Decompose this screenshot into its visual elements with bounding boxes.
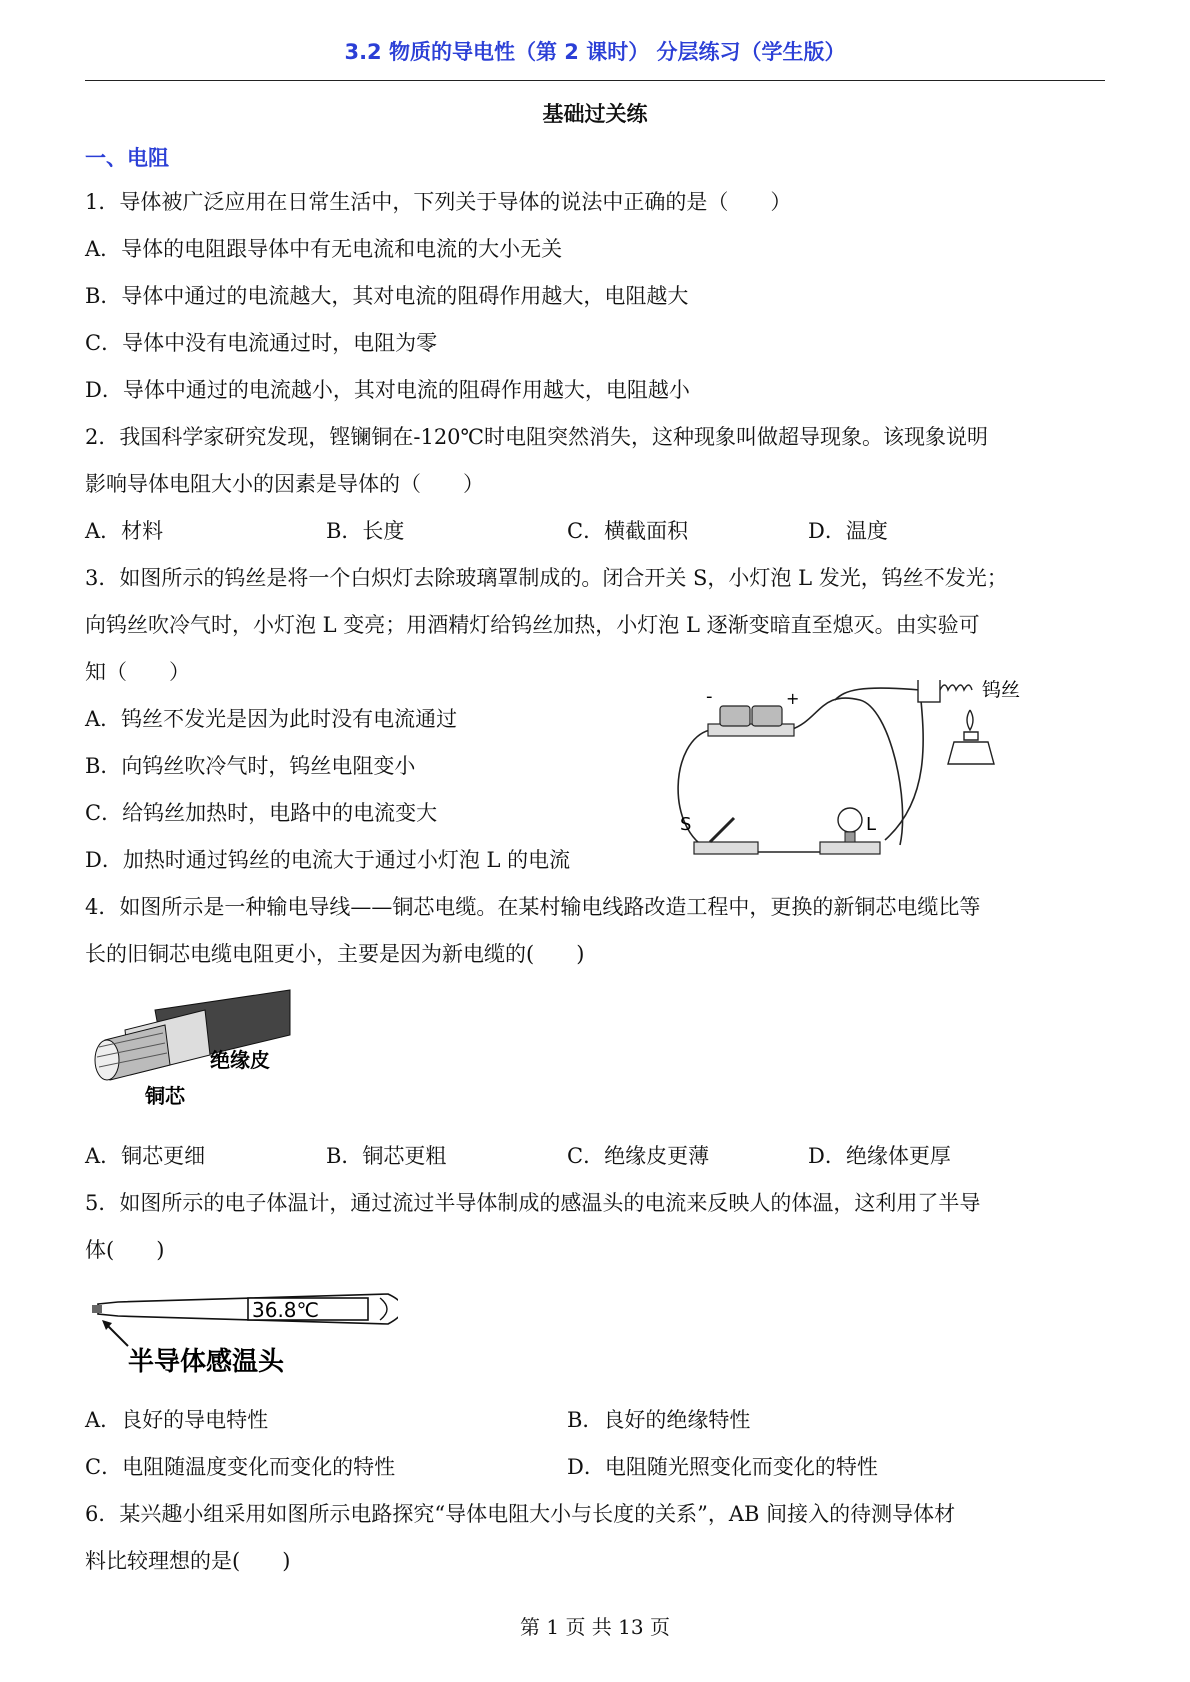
bulb-label: L xyxy=(866,814,877,835)
tungsten-coil-icon xyxy=(918,680,972,702)
probe-label: 半导体感温头 xyxy=(128,1347,285,1377)
q6-stem-line2: 料比较理想的是( ) xyxy=(85,1549,291,1573)
q4-option-b: B．铜芯更粗 xyxy=(326,1144,447,1168)
heading-resistance: 一、电阻 xyxy=(85,146,169,170)
q2-stem-line1: 2．我国科学家研究发现，铿镧铜在-120℃时电阻突然消失，这种现象叫做超导现象。该现象说明 xyxy=(85,425,989,449)
switch-icon xyxy=(694,818,758,854)
q3-option-d: D．加热时通过钨丝的电流大于通过小灯泡 L 的电流 xyxy=(85,848,571,872)
page-footer: 第 1 页 共 13 页 xyxy=(520,1615,670,1639)
q2-stem-line2: 影响导体电阻大小的因素是导体的（ ） xyxy=(85,472,484,496)
battery-plus-label: + xyxy=(786,689,800,708)
battery-minus-label: - xyxy=(706,686,713,707)
q5-stem-line2: 体( ) xyxy=(85,1238,165,1262)
q1-stem: 1．导体被广泛应用在日常生活中，下列关于导体的说法中正确的是（ ） xyxy=(85,190,792,214)
header-rule xyxy=(85,80,1105,81)
insulation-label: 绝缘皮 xyxy=(210,1048,270,1072)
thermometer-icon xyxy=(92,1294,398,1324)
q5-thermometer-figure xyxy=(88,1290,398,1385)
q5-stem-line1: 5．如图所示的电子体温计，通过流过半导体制成的感温头的电流来反映人的体温，这利用了半导 xyxy=(85,1191,981,1215)
q5-option-b: B．良好的绝缘特性 xyxy=(567,1408,751,1432)
copper-core-label: 铜芯 xyxy=(145,1084,185,1108)
page-header-title: 3.2 物质的导电性（第 2 课时） 分层练习（学生版） xyxy=(344,40,846,64)
q3-circuit-figure xyxy=(670,680,1050,860)
q4-cable-figure xyxy=(85,985,305,1115)
q3-option-c: C．给钨丝加热时，电路中的电流变大 xyxy=(85,801,438,825)
q5-option-d: D．电阻随光照变化而变化的特性 xyxy=(567,1455,878,1479)
q4-stem-line1: 4．如图所示是一种输电导线——铜芯电缆。在某村输电线路改造工程中，更换的新铜芯电缆比等 xyxy=(85,895,981,919)
q4-option-d: D．绝缘体更厚 xyxy=(808,1144,951,1168)
q2-option-d: D．温度 xyxy=(808,519,888,543)
q4-option-a: A．铜芯更细 xyxy=(85,1144,206,1168)
switch-label: S xyxy=(680,814,692,835)
tungsten-wire-label: 钨丝 xyxy=(982,680,1021,701)
thermometer-display: 36.8℃ xyxy=(252,1298,319,1322)
q3-option-b: B．向钨丝吹冷气时，钨丝电阻变小 xyxy=(85,754,416,778)
q5-option-a: A．良好的导电特性 xyxy=(85,1408,269,1432)
q3-stem-line1: 3．如图所示的钨丝是将一个白炽灯去除玻璃罩制成的。闭合开关 S，小灯泡 L 发光，钨丝不发光； xyxy=(85,566,1008,590)
q3-stem-line3: 知（ ） xyxy=(85,660,190,684)
q3-option-a: A．钨丝不发光是因为此时没有电流通过 xyxy=(85,707,458,731)
q1-option-a: A．导体的电阻跟导体中有无电流和电流的大小无关 xyxy=(85,237,563,261)
q1-option-c: C．导体中没有电流通过时，电阻为零 xyxy=(85,331,438,355)
battery-icon xyxy=(708,706,794,736)
q2-option-b: B．长度 xyxy=(326,519,405,543)
section-title: 基础过关练 xyxy=(542,102,648,126)
q6-stem-line1: 6．某兴趣小组采用如图所示电路探究“导体电阻大小与长度的关系”，AB 间接入的待测导体材 xyxy=(85,1502,956,1526)
q2-option-c: C．横截面积 xyxy=(567,519,689,543)
q3-stem-line2: 向钨丝吹冷气时，小灯泡 L 变亮；用酒精灯给钨丝加热，小灯泡 L 逐渐变暗直至熄灭。由实验可 xyxy=(85,613,980,637)
q1-option-b: B．导体中通过的电流越大，其对电流的阻碍作用越大，电阻越大 xyxy=(85,284,689,308)
q5-option-c: C．电阻随温度变化而变化的特性 xyxy=(85,1455,396,1479)
alcohol-lamp-icon xyxy=(948,710,994,764)
q4-stem-line2: 长的旧铜芯电缆电阻更小，主要是因为新电缆的( ) xyxy=(85,942,585,966)
q1-option-d: D．导体中通过的电流越小，其对电流的阻碍作用越大，电阻越小 xyxy=(85,378,690,402)
q4-option-c: C．绝缘皮更薄 xyxy=(567,1144,710,1168)
q2-option-a: A．材料 xyxy=(85,519,164,543)
